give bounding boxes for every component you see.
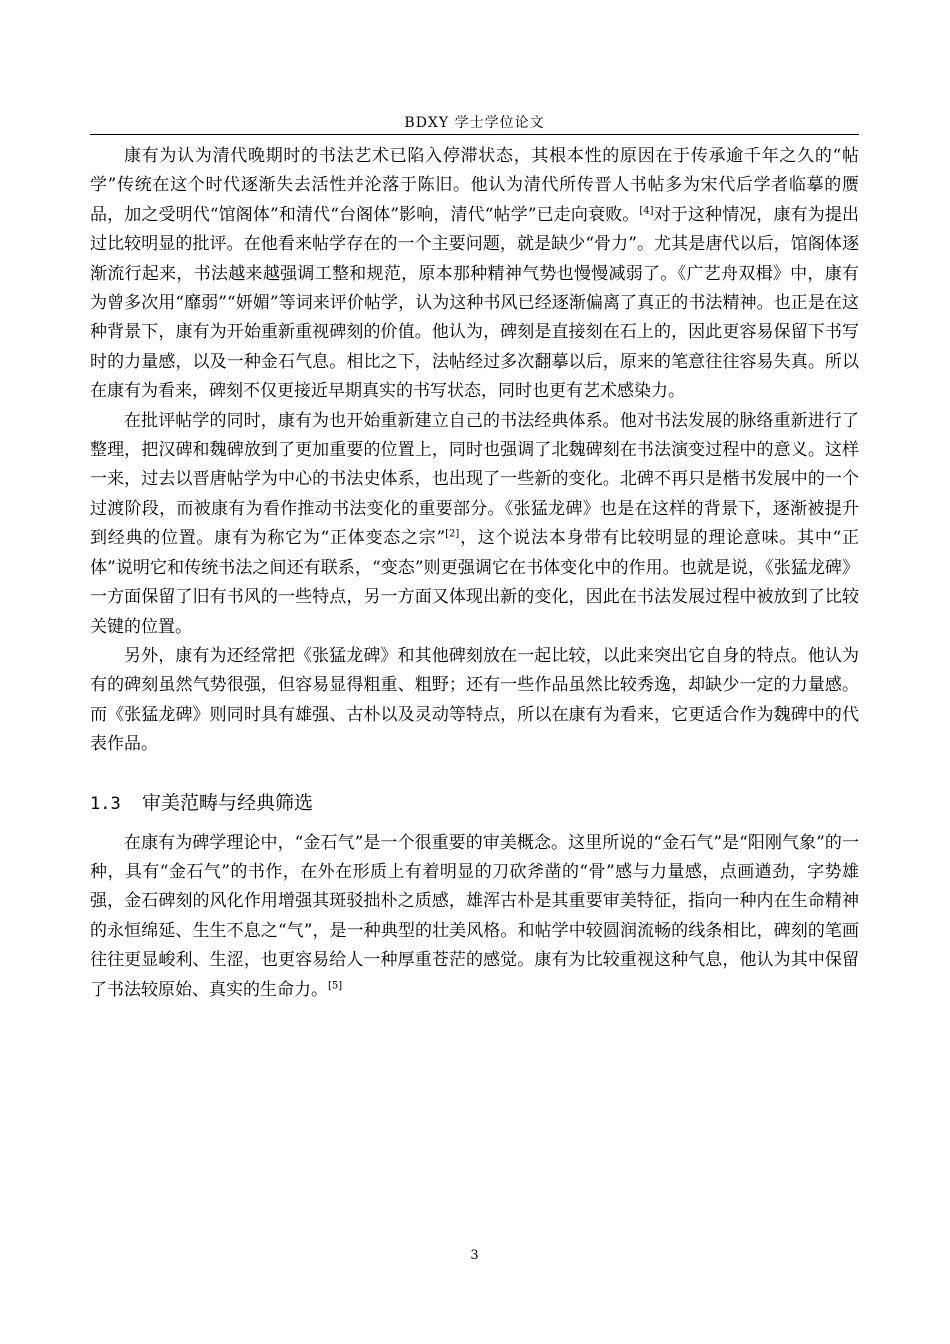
section-heading — [90, 788, 859, 819]
paragraph: 康有为认为清代晚期时的书法艺术已陷入停滞状态，其根本性的原因在于传承逾千年之久的“帖学”传统在这个时代逐渐失去活性并沦落于陈旧。他认为清代所传晋人书帖多为宋代后学者临摹的赝品，加之受明代“馆阁体”和清代“台阁体”影响，清代“帖学”已走向衰败。[4]对于这种情况，康有为提出过比较明显的批评。在他看来帖学存在的一个主要问题，就是缺少“骨力”。尤其是唐代以后，馆阁体逐渐流行起来，书法越来越强调工整和规范，原本那种精神气势也慢慢减弱了。《广艺舟双楫》中，康有为曾多次用“靡弱”“妍媚”等词来评价帖学，认为这种书风已经逐渐偏离了真正的书法精神。也正是在这种背景下，康有为开始重新重视碑刻的价值。他认为，碑刻是直接刻在石上的，因此更容易保留下书写时的力量感，以及一种金石气息。相比之下，法帖经过多次翻摹以后，原来的笔意往往容易失真。所以在康有为看来，碑刻不仅更接近早期真实的书写状态，同时也更有艺术感染力。 — [90, 146, 859, 402]
header-rule — [90, 134, 859, 135]
section-title: 审美范畴与经典筛选 — [142, 791, 314, 814]
paragraph: 另外，康有为还经常把《张猛龙碑》和其他碑刻放在一起比较，以此来突出它自身的特点。他认为有的碑刻虽然气势很强，但容易显得粗重、粗野；还有一些作品虽然比较秀逸，却缺少一定的力量感。而《张猛龙碑》则同时具有雄强、古朴以及灵动等特点，所以在康有为看来，它更适合作为魏碑中的代表作品。 — [90, 645, 859, 755]
section-number: 1.3 — [90, 793, 121, 814]
citation-marker: [2] — [445, 528, 460, 540]
page-number: 3 — [470, 1248, 479, 1263]
running-header: BDXY 学士学位论文 — [404, 115, 545, 131]
paragraph: 在批评帖学的同时，康有为也开始重新建立自己的书法经典体系。他对书法发展的脉络重新进行了整理，把汉碑和魏碑放到了更加重要的位置上，同时也强调了北魏碑刻在书法演变过程中的意义。这样一来，过去以晋唐帖学为中心的书法史体系，也出现了一些新的变化。北碑不再只是楷书发展中的一个过渡阶段，而被康有为看作推动书法变化的重要部分。《张猛龙碑》也是在这样的背景下，逐渐被提升到经典的位置。康有为称它为“正体变态之宗”[2]，这个说法本身带有比较明显的理论意味。其中“正体”说明它和传统书法之间还有联系，“变态”则更强调它在书体变化中的作用。也就是说，《张猛龙碑》一方面保留了旧有书风的一些特点，另一方面又体现出新的变化，因此在书法发展过程中被放到了比较关键的位置。 — [90, 410, 859, 637]
body-text — [90, 142, 859, 1005]
citation-marker: [5] — [328, 979, 343, 991]
paragraph: 在康有为碑学理论中，“金石气”是一个很重要的审美概念。这里所说的“金石气”是“阳刚气象”的一种，具有“金石气”的书作，在外在形质上有着明显的刀砍斧凿的“骨”感与力量感，点画遒劲，字势雄强，金石碑刻的风化作用增强其斑驳拙朴之质感，雄浑古朴是其重要审美特征，指向一种内在生命精神的永恒绵延、生生不息之“气”，是一种典型的壮美风格。和帖学中较圆润流畅的线条相比，碑刻的笔画往往更显峻利、生涩，也更容易给人一种厚重苍茫的感觉。康有为比较重视这种气息，他认为其中保留了书法较原始、真实的生命力。[5] — [90, 832, 859, 1000]
citation-marker: [4] — [639, 205, 654, 217]
